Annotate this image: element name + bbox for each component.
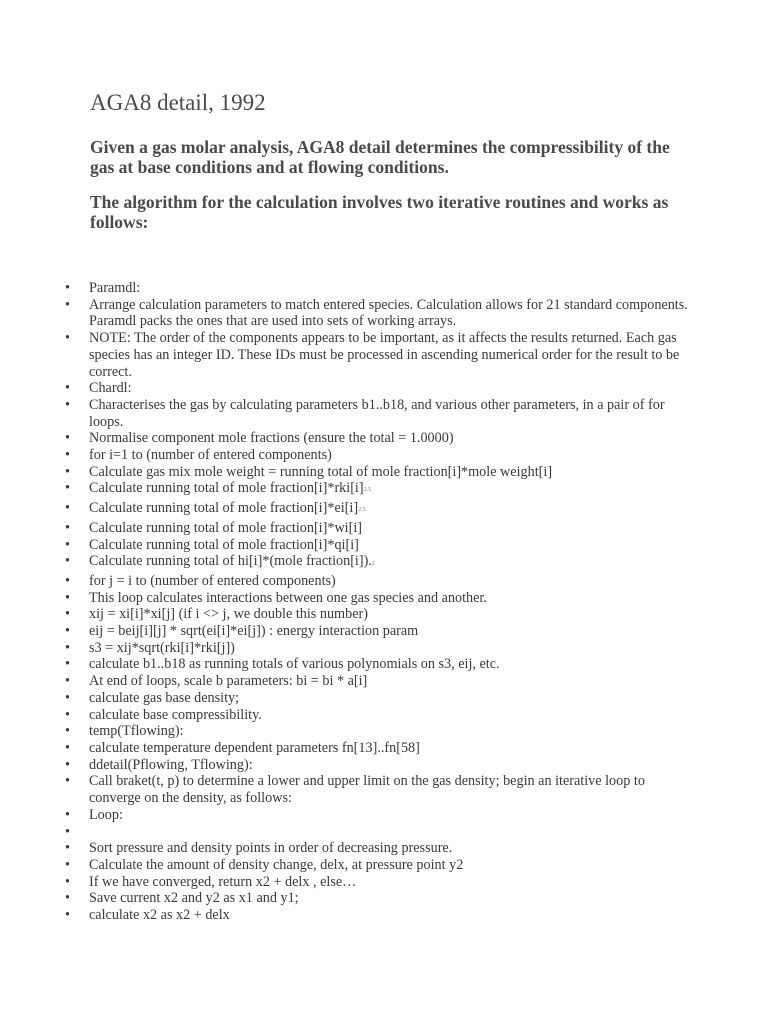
list-item [60,773,700,806]
list-item [60,606,700,623]
bullet-icon: • [65,623,70,640]
step-text: xij = xi[i]*xi[j] (if i <> j, we double this number) [89,606,368,623]
step-text: At end of loops, scale b parameters: bi = bi * a[i] [89,673,368,690]
bullet-icon: • [65,296,70,313]
bullet-icon: • [65,480,70,497]
step-text: calculate base compressibility. [89,706,262,723]
list-item [60,824,700,841]
step-text: Calculate running total of hi[i]*(mole fraction[i]). [89,553,372,570]
bullet-icon: • [65,823,70,840]
bullet-icon: • [65,572,70,589]
step-text: Calculate running total of mole fraction[i]*rki[i] [89,480,364,497]
step-text: Call braket(t, p) to determine a lower and upper limit on the gas density; begin an iterative loop to converge on the density, as follows: [89,773,645,807]
bullet-icon: • [65,280,70,296]
algorithm-step-list [60,280,700,924]
list-item [60,553,700,573]
bullet-icon: • [65,706,70,723]
list-item [60,707,700,724]
exponent-mark: 2.5 [363,487,372,494]
bullet-icon: • [65,856,70,873]
bullet-icon: • [65,656,70,673]
list-item [60,690,700,707]
bullet-icon: • [65,806,70,823]
bullet-icon: • [65,519,70,536]
bullet-icon: • [65,907,70,923]
step-text: Arrange calculation parameters to match entered species. Calculation allows for 21 standard components. Paramdl packs the ones that are used into sets of working arrays. [89,296,688,330]
bullet-icon: • [65,673,70,690]
bullet-icon: • [65,723,70,740]
list-item [60,464,700,481]
step-text: Calculate running total of mole fraction[i]*qi[i] [89,536,359,553]
intro-paragraph-2: The algorithm for the calculation involves two iterative routines and works as follows: [90,192,669,232]
list-item [60,757,700,774]
bullet-icon: • [65,689,70,706]
bullet-icon: • [65,756,70,773]
bullet-icon: • [65,606,70,623]
list-item [60,623,700,640]
step-text: Save current x2 and y2 as x1 and y1; [89,890,299,907]
bullet-icon: • [65,890,70,907]
document-title: AGA8 detail, 1992 [90,90,266,115]
list-item [60,520,700,537]
bullet-icon: • [65,553,70,570]
exponent-mark: 2.5 [358,507,366,514]
step-text: calculate temperature dependent parameters fn[13]..fn[58] [89,739,420,756]
bullet-icon: • [65,739,70,756]
list-item [60,537,700,554]
small-mark: 2 [371,561,375,568]
list-item [60,330,700,380]
bullet-icon: • [65,536,70,553]
list-item [60,500,700,520]
bullet-icon: • [65,463,70,480]
step-text: for i=1 to (number of entered components) [89,447,332,464]
step-text: eij = beij[i][j] * sqrt(ei[i]*ei[j]) : energy interaction param [89,623,419,640]
list-item [60,874,700,891]
step-text: Calculate running total of mole fraction[i]*ei[i] [89,500,359,517]
bullet-icon: • [65,447,70,464]
bullet-icon: • [65,639,70,656]
step-text: Chardl: [89,380,132,397]
bullet-icon: • [65,773,70,790]
step-text: calculate x2 as x2 + delx [89,907,230,923]
list-item [60,480,700,500]
step-text: Calculate the amount of density change, delx, at pressure point y2 [89,856,464,873]
list-item [60,907,700,924]
step-text: calculate b1..b18 as running totals of various polynomials on s3, eij, etc. [89,656,500,673]
list-item [60,656,700,673]
bullet-icon: • [65,396,70,413]
step-text: Sort pressure and density points in order of decreasing pressure. [89,840,453,857]
step-text: Calculate gas mix mole weight = running total of mole fraction[i]*mole weight[i] [89,463,553,480]
bullet-icon: • [65,589,70,606]
list-item [60,640,700,657]
bullet-icon: • [65,840,70,857]
bullet-icon: • [65,430,70,447]
step-text: calculate gas base density; [89,689,240,706]
step-text: ddetail(Pflowing, Tflowing): [89,756,253,773]
list-item [60,723,700,740]
list-item [60,807,700,824]
list-item [60,280,700,297]
step-text: This loop calculates interactions between one gas species and another. [89,589,487,606]
step-text: for j = i to (number of entered components) [89,572,336,589]
list-item [60,447,700,464]
bullet-icon: • [65,500,70,517]
bullet-icon: • [65,873,70,890]
list-item [60,573,700,590]
step-text: Calculate running total of mole fraction[i]*wi[i] [89,519,363,536]
list-item [60,297,700,330]
intro-paragraph-1: Given a gas molar analysis, AGA8 detail determines the compressibility of the gas at base conditions and at flowing conditions. [90,137,670,177]
list-item [60,890,700,907]
list-item [60,430,700,447]
step-text: temp(Tflowing): [89,723,184,740]
step-text: NOTE: The order of the components appears to be important, as it affects the results returned. Each gas species has an integer ID. These IDs must be processed in ascending numerical order for the result to be correct. [89,330,680,380]
list-item [60,380,700,397]
bullet-icon: • [65,380,70,397]
step-text: Paramdl: [89,280,141,296]
step-text: Characterises the gas by calculating parameters b1..b18, and various other parameters, in a pair of for loops. [89,396,665,430]
step-text: s3 = xij*sqrt(rki[i]*rki[j]) [89,639,235,656]
step-text: If we have converged, return x2 + delx , else… [89,873,357,890]
list-item [60,740,700,757]
list-item [60,397,700,430]
step-text: Loop: [89,806,123,823]
list-item [60,590,700,607]
bullet-icon: • [65,330,70,347]
list-item [60,857,700,874]
list-item [60,840,700,857]
step-text: Normalise component mole fractions (ensure the total = 1.0000) [89,430,454,447]
list-item [60,673,700,690]
